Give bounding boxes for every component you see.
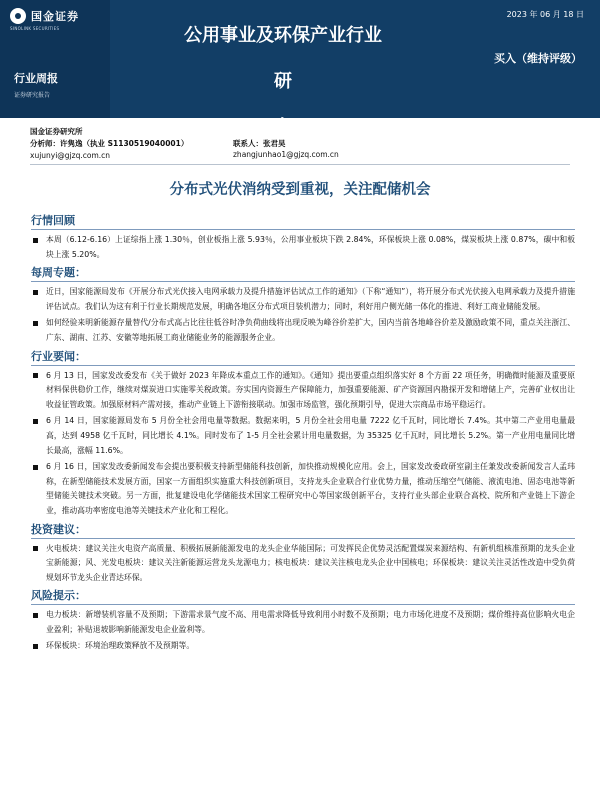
section-title-investment: 投资建议： bbox=[31, 521, 575, 539]
list-item bbox=[31, 285, 575, 314]
list-item bbox=[31, 414, 575, 458]
list-item bbox=[31, 369, 575, 413]
rating-badge: 买入（维持评级） bbox=[494, 52, 582, 65]
section-title-industry-news: 行业要闻： bbox=[31, 348, 575, 366]
section-title-market-review: 行情回顾 bbox=[31, 212, 575, 230]
contact-email[interactable]: zhangjunhao1@gjzq.com.cn bbox=[233, 150, 339, 159]
list-item bbox=[31, 316, 575, 345]
bullet-square-icon bbox=[33, 321, 38, 326]
divider bbox=[30, 164, 570, 165]
header-left-panel bbox=[0, 0, 110, 118]
list-item-text: 本周（6.12-6.16）上证综指上涨 1.30％，创业板指上涨 5.93％，公用事业板块下跌 2.84%，环保板块上涨 0.08%，煤炭板块上涨 0.87%，碳中和板块上涨 5.20%。 bbox=[46, 235, 575, 259]
list-item bbox=[31, 542, 575, 586]
bullet-square-icon bbox=[33, 644, 38, 649]
report-title-line1: 公用事业及环保产业行业研 bbox=[184, 25, 382, 92]
research-institute: 国金证券研究所 bbox=[30, 127, 83, 136]
bullet-square-icon bbox=[33, 465, 38, 470]
analyst-name: 分析师：许隽逸（执业 S1130519040001） bbox=[30, 139, 189, 148]
report-type: 行业周报 bbox=[14, 72, 58, 85]
report-date: 2023 年 06 月 18 日 bbox=[506, 10, 584, 19]
report-body bbox=[31, 212, 575, 656]
list-item-text: 6 月 13 日，国家发改委发布《关于做好 2023 年降成本重点工作的通知》。《通知》提出要重点组织落实好 8 个方面 22 项任务，明确微时能源及重要原材料保供稳价工作，继续对煤炭进口实施零关税政策。夯实国内资源生产保障能力，加强重要能源、矿产资源国内勘探开发和增储上产，完善矿业权出让收益征管政策。加强原材料产需对接，推动产业链上下游衔接联动。加强市场监管，强化预期引导，促进大宗商品市场平稳运行。 bbox=[46, 370, 575, 409]
company-logo bbox=[10, 8, 79, 24]
list-item-text: 电力板块：新增装机容量不及预期；下游需求景气度不高、用电需求降低导致利用小时数不及预期；电力市场化进度不及预期；煤价维持高位影响火电企业盈利；补贴退坡影响新能源发电企业盈利等。 bbox=[46, 610, 575, 634]
bullet-square-icon bbox=[33, 238, 38, 243]
list-item-text: 火电板块：建议关注火电资产高质量、积极拓展新能源发电的龙头企业华能国际；可发挥民企优势灵活配置煤炭来源结构、有新机组核准预期的龙头企业宝新能源；风、光发电板块：建议关注新能源运营龙头龙源电力；核电板块：建议关注核电龙头企业中国核电；环保板块：建议关注灵活性改造中受负荷规划环节龙头企业青达环保。 bbox=[46, 543, 575, 582]
bullet-square-icon bbox=[33, 290, 38, 295]
analyst-email[interactable]: xujunyi@gjzq.com.cn bbox=[30, 151, 111, 160]
list-item bbox=[31, 639, 575, 654]
contact-name: 联系人：张君昊 bbox=[233, 139, 286, 148]
report-title-line2: 究 bbox=[274, 117, 292, 138]
list-item bbox=[31, 460, 575, 518]
bullet-square-icon bbox=[33, 613, 38, 618]
section-title-weekly-topic: 每周专题： bbox=[31, 264, 575, 282]
bullet-square-icon bbox=[33, 546, 38, 551]
list-item bbox=[31, 233, 575, 262]
report-title bbox=[178, 13, 388, 151]
list-item-text: 环保板块：环境治理政策释放不及预期等。 bbox=[46, 641, 195, 651]
bullet-square-icon bbox=[33, 419, 38, 424]
list-item bbox=[31, 608, 575, 637]
bullet-square-icon bbox=[33, 373, 38, 378]
logo-text: 国金证券 bbox=[31, 10, 79, 23]
logo-circle-icon bbox=[10, 8, 26, 24]
report-subtype: 证券研究报告 bbox=[14, 92, 51, 99]
list-item-text: 如何经验来明新能源存量替代/分布式高占比往往低谷时净负荷曲线将出现反映为峰谷价差扩大，国内当前各地峰谷价差及激励政策不同，重点关注浙江、广东、湖南、江苏、安徽等地拓展工商业储能业务的能源服务企业。 bbox=[46, 318, 575, 342]
list-item-text: 6 月 16 日，国家发改委新闻发布会提出要积极支持新型储能科技创新，加快推动规模化应用。会上，国家发改委政研室副主任兼发改委新闻发言人孟玮称，在新型储能技术发展方面，国家一方面组织实施重大科技创新项目，支持龙头企业联合行业优势力量，推动压缩空气储能、液流电池、固态电池等新型储能关键技术突破。另一方面，批复建设电化学储能技术国家工程研究中心等国家级创新平台，支持行业头部企业联合高校、院所和产业链上下游企业，推动高功率密度电池等关键技术产业化和工程化。 bbox=[46, 462, 575, 515]
analyst-info bbox=[30, 126, 188, 162]
list-item-text: 6 月 14 日，国家能源局发布 5 月份全社会用电量等数据。数据来明，5 月份全社会用电量 7222 亿千瓦时，同比增长 7.4%。其中第二产业用电量最高，达到 4958 亿千瓦时，同比增长 4.1%。同时发布了 1-5 月全社会累计用电量数据，为 35325 亿千瓦时，同比增长 5.2%。第一产业用电量同比增长最高，涨幅 11.6%。 bbox=[46, 416, 575, 455]
list-item-text: 近日，国家能源局发布《开展分布式光伏接入电网承载力及提升措施评估试点工作的通知》（下称“通知”），将开展分布式光伏接入电网承载力及提升措施评估试点。我们认为这有利于行业长期规范发展，明确各地区分布式项目装机潜力；同时，利好用户侧光储一体化的推进、利好工商业储能发展。 bbox=[46, 287, 575, 311]
main-headline: 分布式光伏消纳受到重视，关注配储机会 bbox=[169, 182, 431, 198]
logo-subtext: SINOLINK SECURITIES bbox=[10, 26, 60, 31]
section-title-risk: 风险提示： bbox=[31, 587, 575, 605]
